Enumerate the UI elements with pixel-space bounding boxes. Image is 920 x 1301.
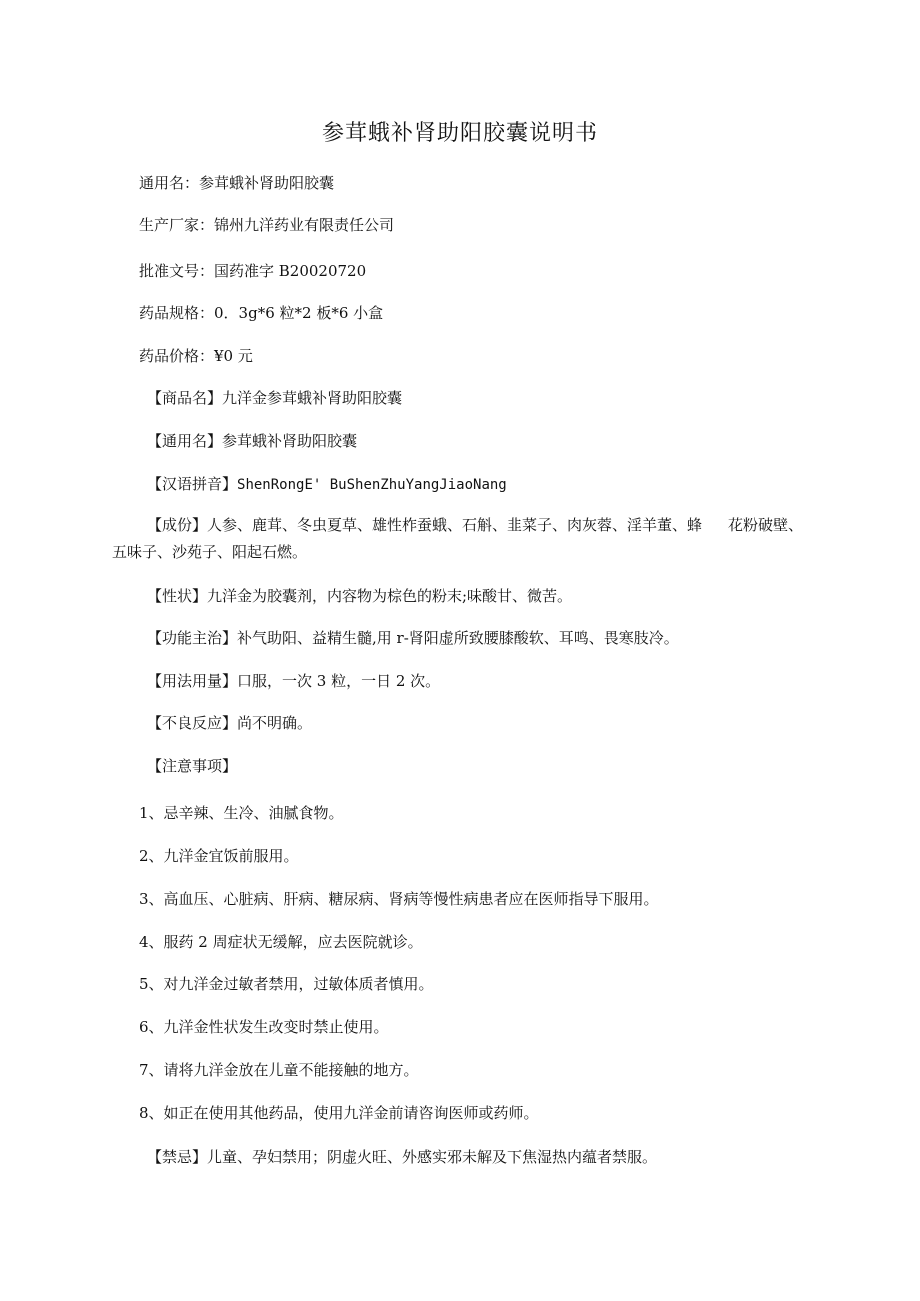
price-line: 药品价格：¥0 元 (139, 347, 253, 365)
precaution-item: 1、忌辛辣、生冷、油腻食物。 (139, 804, 344, 822)
dosage-line: 【用法用量】口服，一次 3 粒，一日 2 次。 (147, 672, 441, 690)
precaution-item: 7、请将九洋金放在儿童不能接触的地方。 (139, 1061, 419, 1079)
precautions-heading: 【注意事项】 (147, 757, 238, 775)
properties-line: 【性状】九洋金为胶囊剂，内容物为棕色的粉末;味酸甘、微苦。 (147, 587, 573, 605)
ingredients-part-a: 【成份】人参、鹿茸、冬虫夏草、雄性柞蚕蛾、石斛、韭菜子、肉灰蓉、淫羊董、蜂 (147, 516, 703, 534)
contraindications-line: 【禁忌】儿童、孕妇禁用；阴虚火旺、外感实邪未解及下焦湿热内蕴者禁服。 (147, 1148, 658, 1166)
precaution-item: 2、九洋金宜饭前服用。 (139, 847, 299, 865)
precaution-item: 3、高血压、心脏病、肝病、糖尿病、肾病等慢性病患者应在医师指导下服用。 (139, 890, 659, 908)
pinyin-line (147, 473, 507, 494)
common-name-line: 【通用名】参茸蛾补肾助阳胶囊 (147, 432, 358, 450)
precaution-item: 5、对九洋金过敏者禁用，过敏体质者慎用。 (139, 975, 434, 993)
precaution-item: 4、服药 2 周症状无缓解，应去医院就诊。 (139, 933, 423, 951)
precaution-item: 8、如正在使用其他药品，使用九洋金前请咨询医师或药师。 (139, 1104, 539, 1122)
pinyin-value: ShenRongE' BuShenZhuYangJiaoNang (237, 477, 507, 493)
precaution-item: 6、九洋金性状发生改变时禁止使用。 (139, 1018, 389, 1036)
document-title: 参茸蛾补肾助阳胶囊说明书 (321, 121, 598, 146)
generic-name-line: 通用名：参茸蛾补肾助阳胶囊 (139, 174, 335, 192)
adverse-reactions-line: 【不良反应】尚不明确。 (147, 714, 313, 732)
manufacturer-line: 生产厂家：锦州九洋药业有限责任公司 (139, 216, 395, 234)
indications-line: 【功能主治】补气助阳、益精生髓,用 r-肾阳虚所致腰膝酸软、耳鸣、畏寒肢冷。 (147, 629, 679, 647)
ingredients-part-b: 花粉破壁、五味子、沙苑子、阳起石燃。 (112, 516, 804, 561)
ingredients-paragraph (112, 512, 812, 566)
trade-name-line: 【商品名】九洋金参茸蛾补肾助阳胶囊 (147, 389, 403, 407)
specification-line: 药品规格：0．3g*6 粒*2 板*6 小盒 (139, 304, 384, 322)
approval-number-line: 批准文号：国药准字 B20020720 (139, 262, 367, 280)
pinyin-label: 【汉语拼音】 (147, 475, 238, 493)
